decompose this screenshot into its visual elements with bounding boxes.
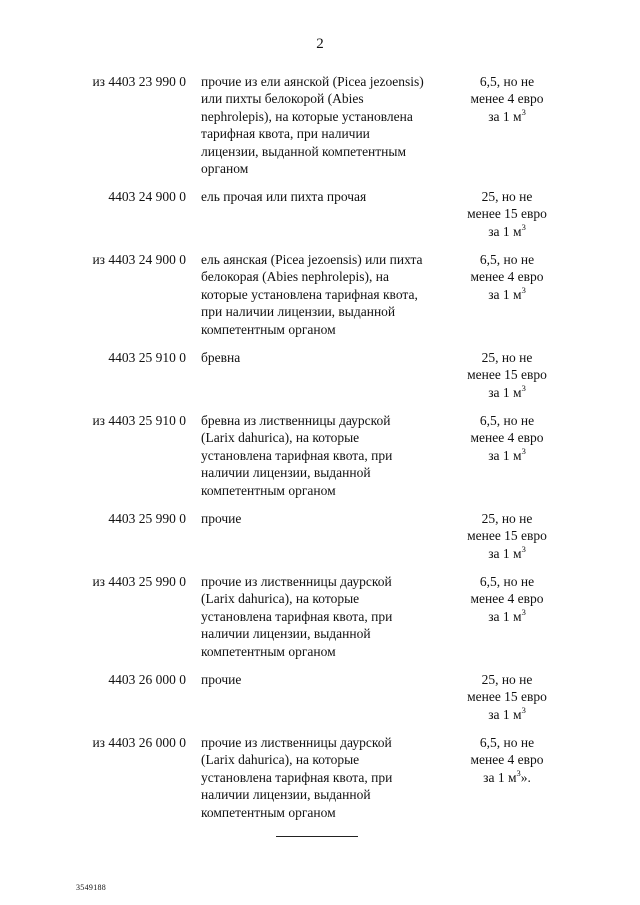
rate-text: менее 4 евро [470,591,544,607]
rate-line [455,527,559,544]
description-line: (Larix dahurica), на которые [201,430,360,446]
duty-rate [455,349,559,401]
goods-description [201,73,451,177]
unit-exponent: 3 [521,445,526,456]
goods-description [201,671,451,688]
rate-text: 6,5, но не [479,735,535,750]
rate-text: 6,5, но не [479,413,535,428]
description-line: при наличии лицензии, выданной [201,304,396,320]
rate-text: 25, но не [481,189,533,204]
rate-text: менее 15 евро [467,689,547,705]
rate-line [455,573,559,590]
description-line: наличии лицензии, выданной [201,626,371,642]
description-line: установлена тарифная квота, при [201,769,393,785]
rate-text: менее 15 евро [467,206,547,222]
description-line: органом [201,161,249,177]
rate-line [455,688,559,705]
tariff-code: 4403 25 990 0 [108,511,186,526]
unit-exponent: 3 [521,382,526,393]
description-line: лицензии, выданной компетентным [201,143,407,159]
rate-text: менее 4 евро [470,430,544,446]
description-line: которые установлена тарифная квота, [201,286,418,302]
rate-text: за 1 м [488,223,522,239]
description-line: компетентным органом [201,321,336,337]
description-line: прочие из лиственницы даурской [201,735,392,750]
tariff-code: из 4403 25 990 0 [92,574,186,589]
description-line: прочие [201,511,242,526]
rate-line [455,412,559,429]
rate-line [455,188,559,205]
unit-exponent: 3 [521,704,526,715]
description-line: установлена тарифная квота, при [201,608,393,624]
rate-line [455,205,559,222]
rate-line [455,223,559,240]
rate-line [455,349,559,366]
closing-quote: ». [520,769,531,785]
rate-text: 25, но не [481,672,533,687]
rate-text: за 1 м [488,108,522,124]
tariff-code: 4403 24 900 0 [108,189,186,204]
description-line: ель аянская (Picea jezoensis) или пихта [201,252,423,267]
rate-line [455,706,559,723]
tariff-code: из 4403 26 000 0 [92,735,186,750]
rate-text: 25, но не [481,511,533,526]
duty-rate [455,73,559,125]
goods-description [201,573,451,660]
document-id: 3549188 [76,883,107,892]
page-number: 2 [316,36,324,52]
unit-exponent: 3 [521,606,526,617]
rate-text: 6,5, но не [479,574,535,589]
description-line: прочие из ели аянской (Picea jezoensis) [201,74,424,89]
rate-line [455,73,559,90]
rate-line [455,734,559,751]
goods-description [201,412,451,499]
end-rule [276,836,358,837]
description-line: nephrolepis), на которые установлена [201,108,413,124]
rate-line [455,769,559,786]
description-line: компетентным органом [201,482,336,498]
rate-line [455,366,559,383]
duty-rate [455,412,559,464]
description-line: или пихты белокорой (Abies [201,91,364,107]
unit-exponent: 3 [521,543,526,554]
tariff-code: 4403 26 000 0 [108,672,186,687]
description-line: прочие [201,672,242,687]
rate-text: менее 4 евро [470,91,544,107]
rate-line [455,251,559,268]
rate-text: за 1 м [483,769,517,785]
rate-line [455,447,559,464]
description-line: белокорая (Abies nephrolepis), на [201,269,389,285]
rate-line [455,108,559,125]
duty-rate [455,734,559,786]
description-line: наличии лицензии, выданной [201,787,371,803]
goods-description [201,510,451,527]
goods-description [201,734,451,821]
rate-text: менее 15 евро [467,367,547,383]
description-line: установлена тарифная квота, при [201,447,393,463]
rate-line [455,384,559,401]
tariff-code: из 4403 24 900 0 [92,252,186,267]
rate-line [455,590,559,607]
goods-description [201,251,451,338]
description-line: ель прочая или пихта прочая [201,189,367,204]
rate-text: за 1 м [488,447,522,463]
description-line: бревна из лиственницы даурской [201,413,391,428]
duty-rate [455,671,559,723]
rate-line [455,751,559,768]
description-line: прочие из лиственницы даурской [201,574,392,589]
unit-exponent: 3 [521,221,526,232]
rate-text: за 1 м [488,384,522,400]
unit-exponent: 3 [521,106,526,117]
rate-text: за 1 м [488,608,522,624]
rate-text: за 1 м [488,286,522,302]
tariff-code: 4403 25 910 0 [108,350,186,365]
tariff-code: из 4403 23 990 0 [92,74,186,89]
description-line: компетентным органом [201,804,336,820]
tariff-code: из 4403 25 910 0 [92,413,186,428]
description-line: компетентным органом [201,643,336,659]
unit-exponent: 3 [516,767,521,778]
goods-description [201,349,451,366]
rate-text: за 1 м [488,545,522,561]
unit-exponent: 3 [521,284,526,295]
rate-line [455,268,559,285]
rate-line [455,608,559,625]
duty-rate [455,510,559,562]
rate-text: за 1 м [488,706,522,722]
rate-text: 25, но не [481,350,533,365]
duty-rate [455,573,559,625]
description-line: (Larix dahurica), на которые [201,752,360,768]
rate-line [455,545,559,562]
rate-line [455,429,559,446]
description-line: бревна [201,350,241,365]
rate-text: 6,5, но не [479,252,535,267]
goods-description [201,188,451,205]
description-line: наличии лицензии, выданной [201,465,371,481]
rate-line [455,671,559,688]
rate-line [455,90,559,107]
description-line: тарифная квота, при наличии [201,126,370,142]
description-line: (Larix dahurica), на которые [201,591,360,607]
rate-line [455,510,559,527]
rate-text: менее 4 евро [470,269,544,285]
rate-text: 6,5, но не [479,74,535,89]
duty-rate [455,188,559,240]
rate-line [455,286,559,303]
duty-rate [455,251,559,303]
rate-text: менее 15 евро [467,528,547,544]
rate-text: менее 4 евро [470,752,544,768]
